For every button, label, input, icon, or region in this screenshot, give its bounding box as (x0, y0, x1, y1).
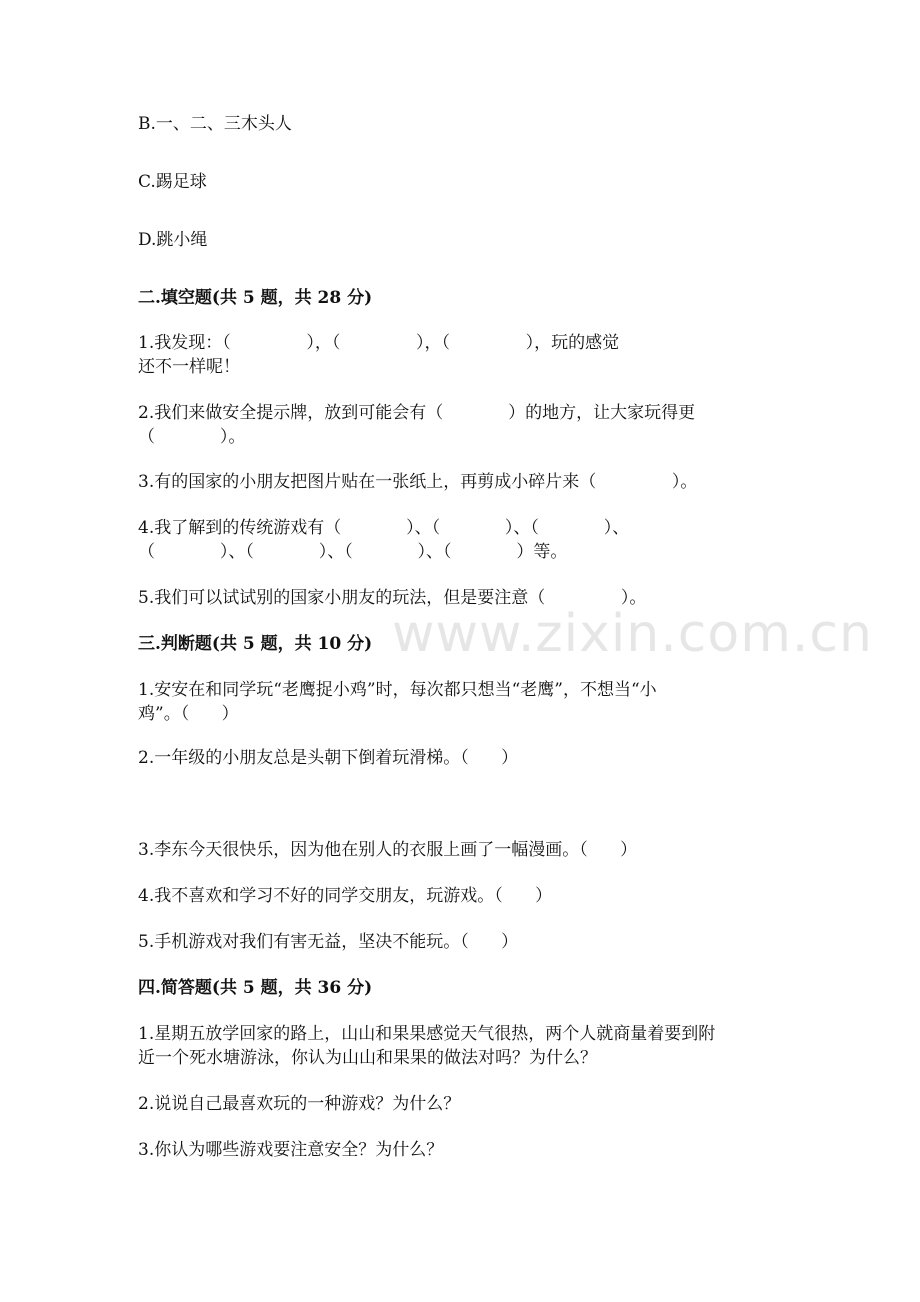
section-heading-fill-in: 二.填空题(共 5 题，共 28 分) (138, 288, 373, 308)
fill-question-1-line-1: 1.我发现：（ ），（ ），（ ），玩的感觉 (138, 333, 620, 353)
answer-question-3: 3.你认为哪些游戏要注意安全？为什么？ (138, 1140, 444, 1160)
judge-question-2: 2.一年级的小朋友总是头朝下倒着玩滑梯。（ ） (138, 748, 519, 768)
fill-question-2-line-2: （ ）。 (138, 427, 246, 447)
fill-question-2-line-1: 2.我们来做安全提示牌，放到可能会有（ ）的地方，让大家玩得更 (138, 403, 696, 423)
watermark: www.zixin.com.cn (392, 604, 873, 664)
answer-question-2: 2.说说自己最喜欢玩的一种游戏？为什么？ (138, 1094, 461, 1114)
fill-question-4-line-1: 4.我了解到的传统游戏有（ ）、（ ）、（ ）、 (138, 518, 630, 538)
judge-question-1-line-2: 鸡”。（ ） (138, 704, 239, 724)
fill-question-4-line-2: （ ）、（ ）、（ ）、（ ）等。 (138, 542, 568, 562)
answer-question-1-line-2: 近一个死水塘游泳，你认为山山和果果的做法对吗？为什么？ (138, 1048, 597, 1068)
judge-question-3: 3.李东今天很快乐，因为他在别人的衣服上画了一幅漫画。（ ） (138, 840, 638, 860)
option-c: C.踢足球 (138, 172, 207, 192)
section-heading-true-false: 三.判断题(共 5 题，共 10 分) (138, 634, 373, 654)
judge-question-1-line-1: 1.安安在和同学玩“老鹰捉小鸡”时，每次都只想当“老鹰”，不想当“小 (138, 680, 657, 700)
fill-question-3: 3.有的国家的小朋友把图片贴在一张纸上，再剪成小碎片来（ ）。 (138, 472, 698, 492)
section-heading-short-answer: 四.简答题(共 5 题，共 36 分) (138, 978, 373, 998)
judge-question-5: 5.手机游戏对我们有害无益，坚决不能玩。（ ） (138, 932, 519, 952)
option-d: D.跳小绳 (138, 230, 208, 250)
judge-question-4: 4.我不喜欢和学习不好的同学交朋友，玩游戏。（ ） (138, 886, 553, 906)
fill-question-1-line-2: 还不一样呢！ (138, 357, 240, 377)
option-b: B.一、二、三木头人 (138, 114, 292, 134)
fill-question-5: 5.我们可以试试别的国家小朋友的玩法，但是要注意（ ）。 (138, 588, 647, 608)
answer-question-1-line-1: 1.星期五放学回家的路上，山山和果果感觉天气很热，两个人就商量着要到附 (138, 1024, 716, 1044)
